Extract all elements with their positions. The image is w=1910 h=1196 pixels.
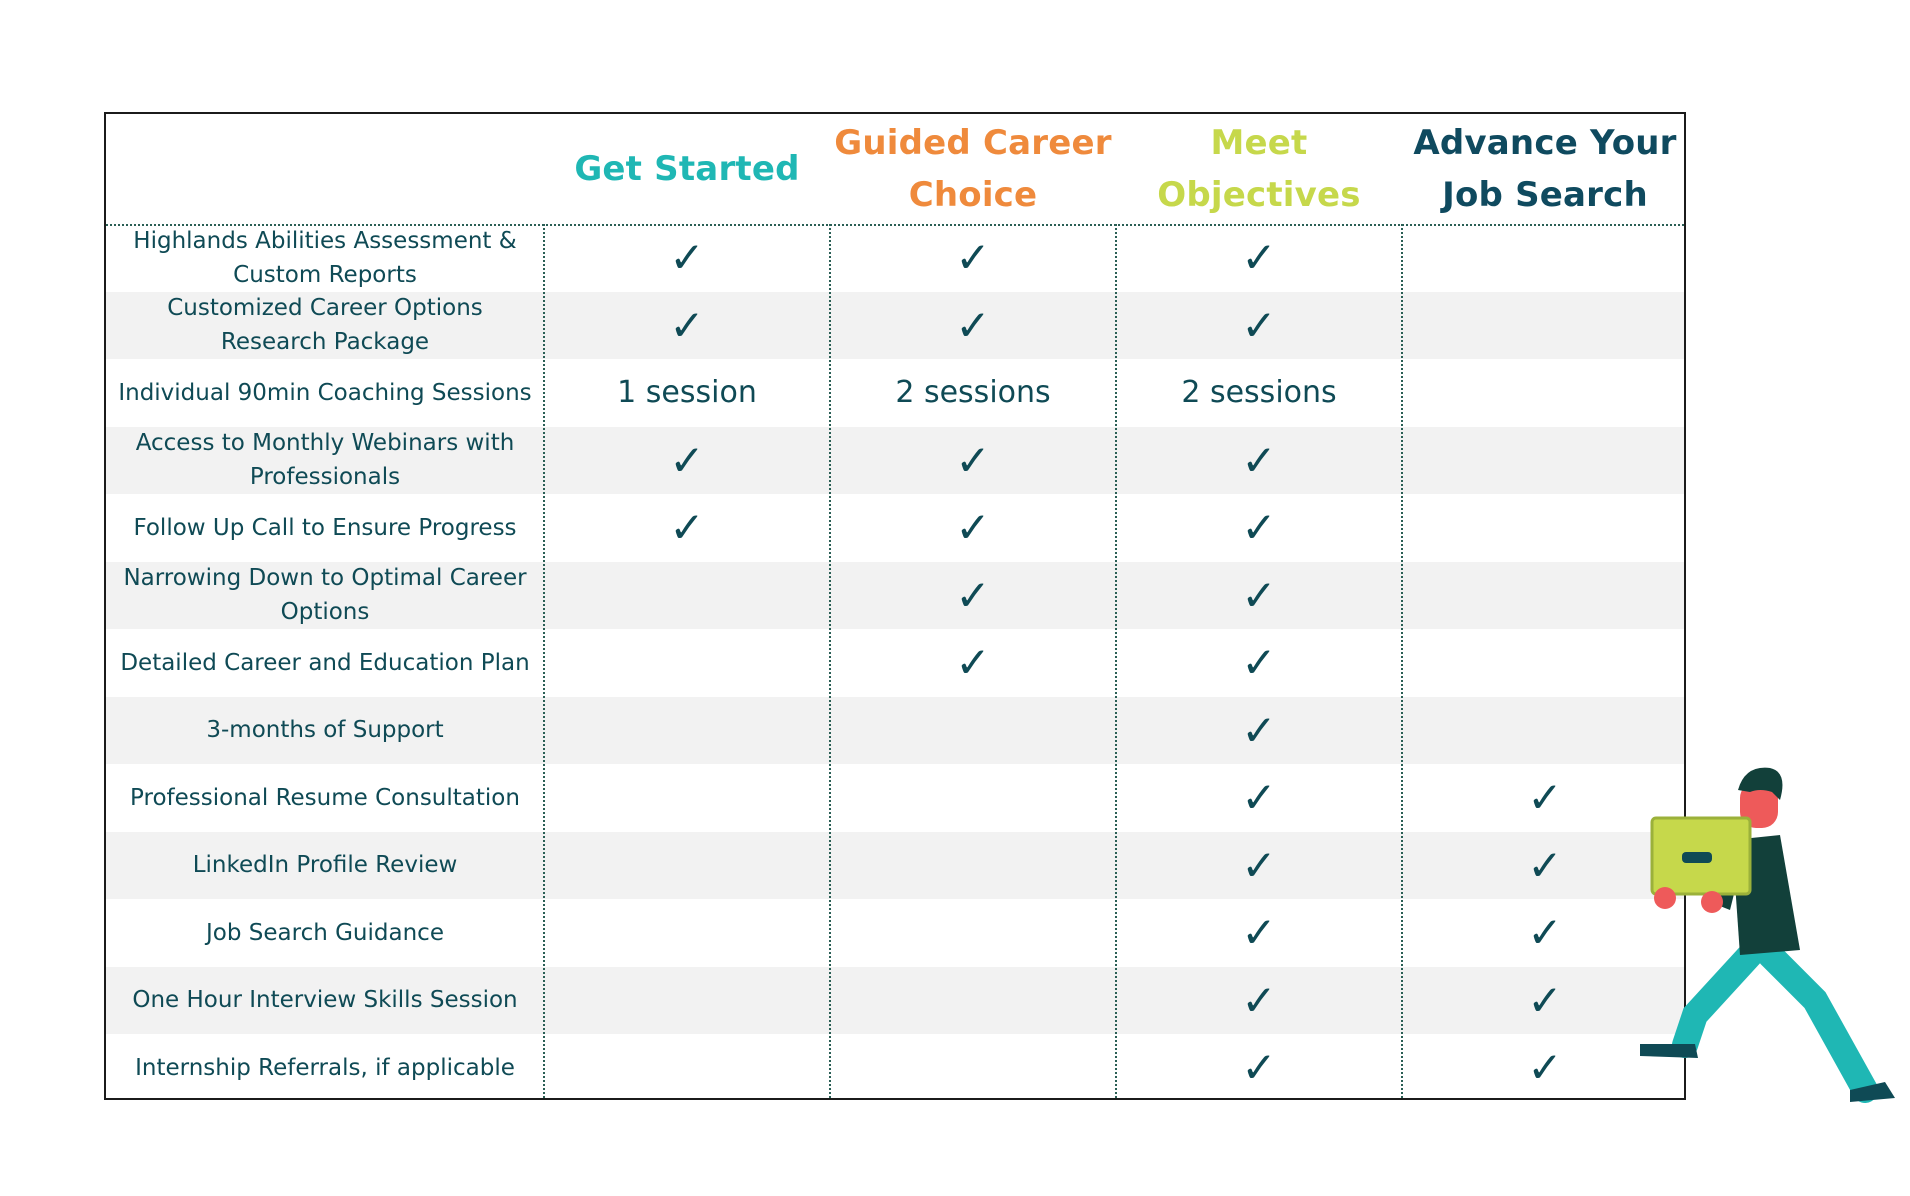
check-icon: ✓ [1241,435,1277,485]
empty-cell [830,697,1116,765]
empty-cell [1402,427,1688,495]
feature-label: 3-months of Support [206,717,444,744]
empty-cell [544,764,830,832]
figure-back-leg [1685,955,1750,1045]
table-row [106,427,1684,495]
table-row [106,1034,1684,1102]
empty-cell [1402,697,1688,765]
empty-cell [544,562,830,630]
feature-label: Narrowing Down to Optimal Career Options [123,565,527,626]
empty-cell [830,899,1116,967]
table-row [106,494,1684,562]
check-icon: ✓ [955,435,991,485]
table-row [106,899,1684,967]
empty-cell [830,764,1116,832]
check-icon: ✓ [1241,1043,1277,1093]
empty-cell [830,1034,1116,1102]
man-carrying-box-illustration [1640,760,1910,1120]
empty-cell [544,1034,830,1102]
check-icon: ✓ [955,570,991,620]
table-row [106,697,1684,765]
empty-cell [830,967,1116,1035]
check-icon: ✓ [1527,840,1563,890]
table-row [106,832,1684,900]
feature-label: Customized Career Options Research Package [167,295,483,356]
check-icon: ✓ [955,503,991,553]
check-icon: ✓ [1527,773,1563,823]
empty-cell [1402,292,1688,360]
feature-label: Access to Monthly Webinars with Professionals [135,430,515,491]
check-icon: ✓ [1241,975,1277,1025]
check-icon: ✓ [669,435,705,485]
check-icon: ✓ [1241,840,1277,890]
check-icon: ✓ [1527,975,1563,1025]
feature-label: Professional Resume Consultation [130,784,520,811]
feature-label: Detailed Career and Education Plan [120,649,530,676]
table-row [106,764,1684,832]
empty-cell [1402,629,1688,697]
figure-back-shoe [1640,1044,1698,1058]
feature-label: Highlands Abilities Assessment & Custom Reports [133,227,517,288]
column-divider [543,224,545,1098]
empty-cell [1402,359,1688,427]
check-icon: ✓ [1241,300,1277,350]
check-icon: ✓ [1241,503,1277,553]
column-divider [829,224,831,1098]
check-icon: ✓ [1241,570,1277,620]
feature-label: Follow Up Call to Ensure Progress [133,514,517,541]
check-icon: ✓ [1241,908,1277,958]
feature-label: One Hour Interview Skills Session [132,987,518,1014]
empty-cell [544,832,830,900]
column-divider [1401,224,1403,1098]
figure-box-handle [1682,852,1712,863]
table-row [106,224,1684,292]
plan-header-1: Get Started [574,149,800,189]
empty-cell [544,899,830,967]
feature-label: Job Search Guidance [206,919,444,946]
feature-label: LinkedIn Profile Review [192,852,458,879]
empty-cell [1402,224,1688,292]
plan-header-4: Advance Your Job Search [1413,123,1677,215]
session-count: 2 sessions [1181,375,1337,411]
empty-cell [1402,494,1688,562]
check-icon: ✓ [669,233,705,283]
empty-cell [1402,562,1688,630]
plan-header-3: Meet Objectives [1157,123,1361,215]
feature-label: Internship Referrals, if applicable [135,1054,515,1081]
table-row [106,629,1684,697]
empty-cell [830,832,1116,900]
check-icon: ✓ [1241,773,1277,823]
check-icon: ✓ [1241,233,1277,283]
empty-cell [544,967,830,1035]
check-icon: ✓ [1241,638,1277,688]
table-row [106,292,1684,360]
table-row [106,359,1684,427]
check-icon: ✓ [669,300,705,350]
column-divider [1115,224,1117,1098]
empty-cell [544,697,830,765]
figure-hand-right [1701,891,1723,913]
figure-hand-left [1654,887,1676,909]
feature-label: Individual 90min Coaching Sessions [118,379,532,406]
table-row [106,967,1684,1035]
check-icon: ✓ [955,300,991,350]
check-icon: ✓ [1527,1043,1563,1093]
comparison-table [104,112,1686,1100]
check-icon: ✓ [955,233,991,283]
empty-cell [544,629,830,697]
session-count: 1 session [617,375,757,411]
check-icon: ✓ [1241,705,1277,755]
table-row [106,562,1684,630]
check-icon: ✓ [669,503,705,553]
plan-header-2: Guided Career Choice [834,123,1112,215]
session-count: 2 sessions [895,375,1051,411]
check-icon: ✓ [1527,908,1563,958]
figure-front-leg [1770,955,1865,1090]
check-icon: ✓ [955,638,991,688]
